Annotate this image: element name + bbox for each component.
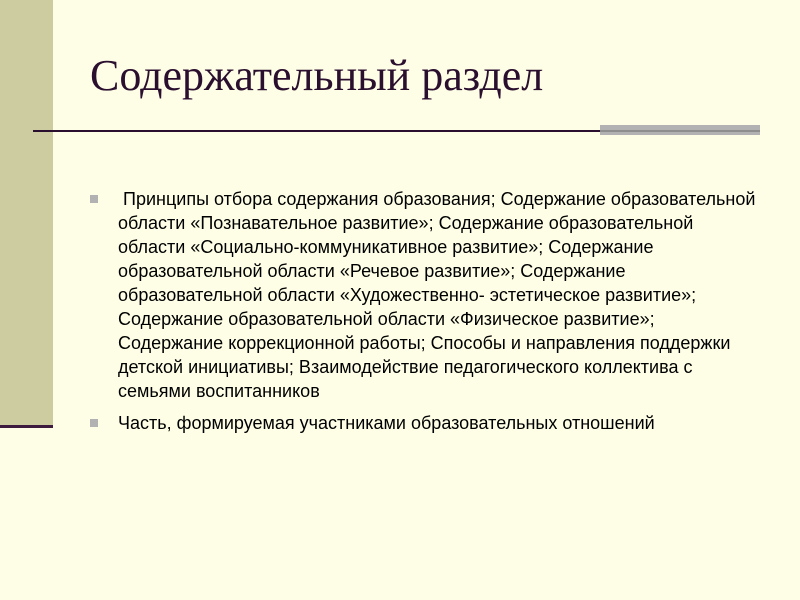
square-bullet-icon <box>90 195 98 203</box>
bullet-text: Принципы отбора содержания образования; Содержание образовательной области «Познавательное развитие»; Содержание образовательной области «Социально-коммуникативное развитие»; Содержание образовательной области «Речевое развитие»; Содержание образовательной области «Художественно- эстетическое развитие»; Содержание образовательной области «Физическое развитие»; Содержание коррекционной работы; Способы и направления поддержки детской инициативы; Взаимодействие педагогического коллектива с семьями воспитанников <box>118 189 761 401</box>
bullet-list <box>90 187 761 443</box>
bullet-item <box>90 187 761 403</box>
title-divider-accent-line <box>600 130 760 132</box>
title-divider-line <box>33 130 600 132</box>
bullet-item <box>90 411 758 435</box>
square-bullet-icon <box>90 419 98 427</box>
bullet-text: Часть, формируемая участниками образовательных отношений <box>118 413 655 433</box>
side-decor-band-edge <box>0 425 53 428</box>
side-decor-band <box>0 0 53 428</box>
slide-title: Содержательный раздел <box>90 51 544 100</box>
